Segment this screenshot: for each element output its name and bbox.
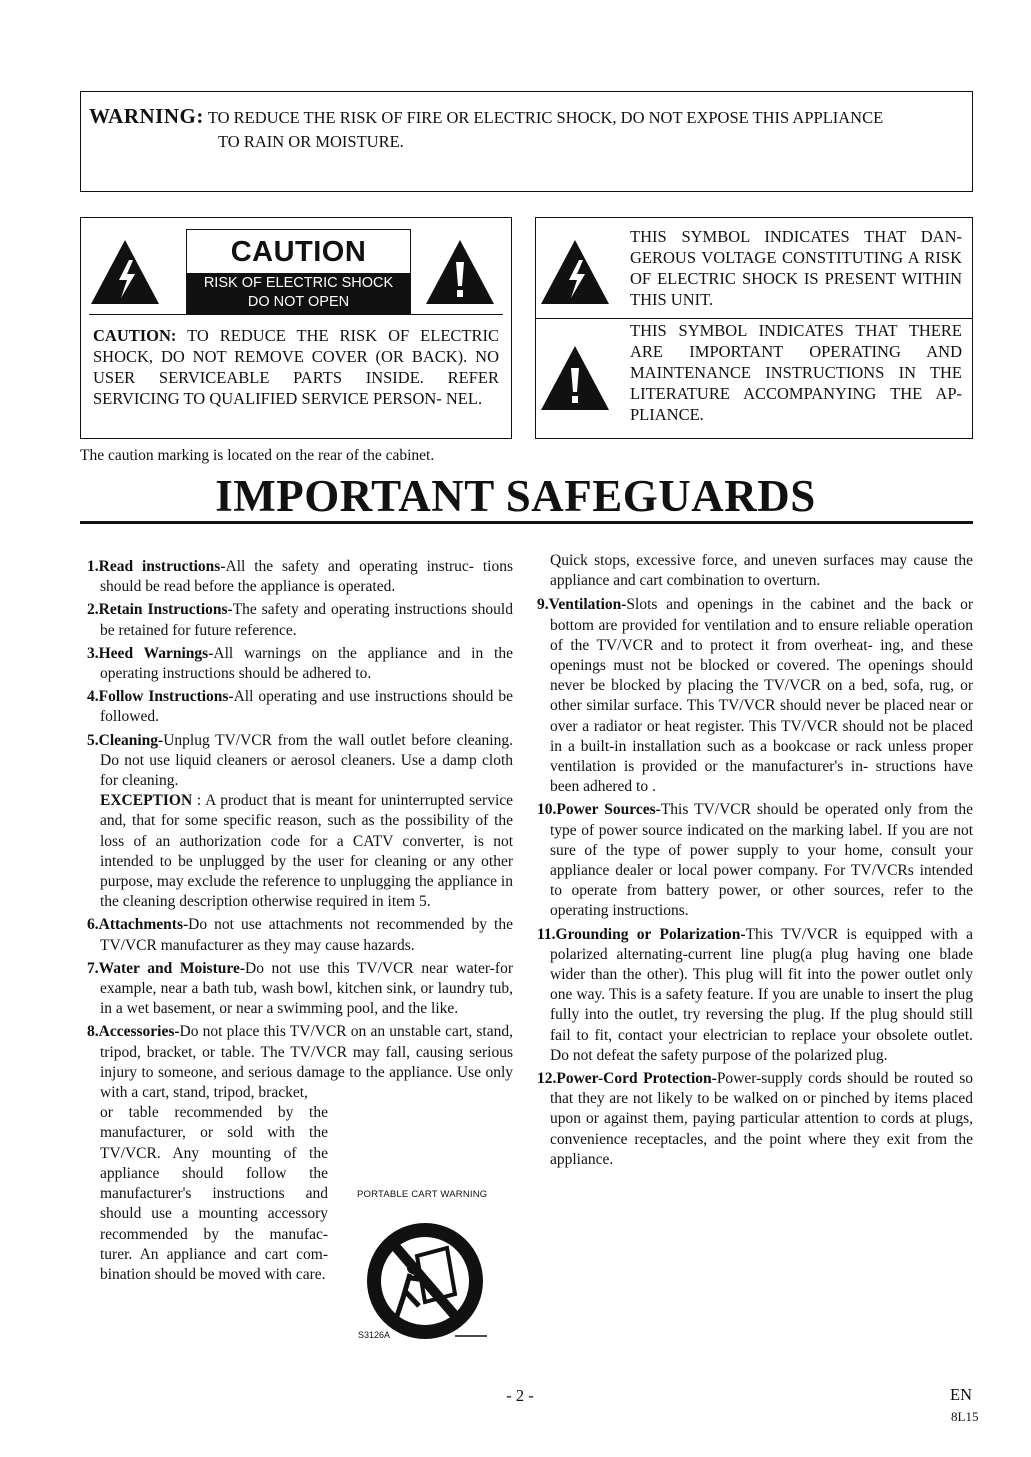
item-5 bbox=[87, 731, 513, 792]
item-3 bbox=[87, 644, 513, 684]
warning-box bbox=[80, 91, 973, 192]
caution-band-line2: DO NOT OPEN bbox=[247, 294, 350, 310]
item-7-head: 7.Water and Moisture- bbox=[87, 959, 245, 977]
caution-title: CAUTION bbox=[230, 236, 367, 268]
item-9-body: Slots and openings in the cabinet and the back or bottom are provided for ventilation and to ensure reliable operation of the TV/VCR and to protect it from overheat- ing, and these openings must not be blocked or covered. The openings should never be blocked by placing the TV/VCR on a bed, sofa, rug, or other similar surface. This TV/VCR should never be placed near or over a radiator or heat register. This TV/VCR should not be placed in a built-in installation such as a bookcase or rack unless proper ventilation is provided or the manufacturer's in- structions have been adhered to . bbox=[550, 596, 973, 796]
item-1 bbox=[87, 557, 513, 597]
title-rule bbox=[80, 521, 973, 524]
lightning-triangle-icon bbox=[89, 236, 161, 308]
language-code: EN bbox=[950, 1385, 972, 1404]
item-9-head: 9.Ventilation- bbox=[537, 596, 627, 614]
right-column bbox=[537, 551, 973, 1173]
voltage-symbol-text: THIS SYMBOL INDICATES THAT DAN- GEROUS VOLTAGE CONSTITUTING A RISK OF ELECTRIC SHOCK IS PRESENT WITHIN THIS UNIT. bbox=[630, 227, 962, 309]
page-title: IMPORTANT SAFEGUARDS bbox=[215, 471, 816, 521]
instructions-symbol-text: THIS SYMBOL INDICATES THAT THERE ARE IMPORTANT OPERATING AND MAINTENANCE INSTRUCTIONS IN THE LITERATURE ACCOMPANYING THE AP- PLIANCE. bbox=[630, 321, 962, 424]
item-2-body: The safety and operating instructions should be retained for future reference. bbox=[100, 601, 513, 639]
item-8 bbox=[87, 1022, 513, 1103]
caution-text bbox=[93, 325, 499, 409]
caution-box bbox=[80, 217, 512, 439]
warning-label: WARNING: bbox=[89, 104, 204, 128]
item-5-head: 5.Cleaning- bbox=[87, 731, 164, 749]
warning-text-line2: TO RAIN OR MOISTURE. bbox=[218, 132, 404, 151]
item-7 bbox=[87, 959, 513, 1020]
item-11-body: This TV/VCR is equipped with a polarized alternating-current line plug(a plug having one blade wider than the other). This plug will fit into the power outlet only one way. This is a safety feature. If you are unable to insert the plug fully into the outlet, try reversing the plug. If the plug should still fail to fit, contact your electrician to replace your obsolete outlet. Do not defeat the safety purpose of the polarized plug. bbox=[550, 925, 973, 1064]
item-11-head: 11.Grounding or Polarization- bbox=[537, 925, 746, 943]
item-5-body: Unplug TV/VCR from the wall outlet before cleaning. Do not use liquid cleaners or aerosol cleaners. Use a damp cloth for cleaning. bbox=[100, 731, 513, 790]
item-11 bbox=[537, 925, 973, 1066]
item-1-body: All the safety and operating instruc- tions should be read before the appliance is operated. bbox=[100, 558, 513, 596]
item-10-head: 10.Power Sources- bbox=[537, 801, 661, 819]
caution-text-body: TO REDUCE THE RISK OF ELECTRIC SHOCK, DO NOT REMOVE COVER (OR BACK). NO USER SERVICEABLE PARTS INSIDE. REFER SERVICING TO QUALIFIED SERVICE PERSON- NEL. bbox=[93, 326, 500, 408]
item-10 bbox=[537, 800, 973, 921]
caution-label-panel bbox=[186, 229, 411, 315]
item-1-head: 1.Read instructions- bbox=[87, 558, 226, 575]
model-code: 8L15 bbox=[951, 1409, 979, 1424]
item-6-body: Do not use attachments not recommended by the TV/VCR manufacturer as they may cause hazards. bbox=[100, 916, 513, 954]
symbols-box bbox=[535, 217, 973, 439]
exclamation-triangle-icon bbox=[424, 236, 496, 308]
item-3-body: All warnings on the appliance and in the operating instructions should be adhered to. bbox=[100, 644, 513, 683]
caution-divider bbox=[89, 314, 503, 315]
item-7-body: Do not use this TV/VCR near water-for example, near a bath tub, wash bowl, kitchen sink, or laundry tub, in a wet basement, or near a swimming pool, and the like. bbox=[100, 959, 513, 1018]
exception-head: EXCEPTION bbox=[100, 792, 193, 810]
caution-text-label: CAUTION: bbox=[93, 326, 177, 345]
lightning-triangle-icon bbox=[539, 236, 611, 308]
caution-location-note: The caution marking is located on the rear of the cabinet. bbox=[80, 447, 435, 464]
item-10-body: This TV/VCR should be operated only from the type of power source indicated on the marking label. If you are not sure of the type of power supply to your home, consult your appliance dealer or local power company. For TV/VCRs intended to operate from battery power, or other sources, refer to the operating instructions. bbox=[550, 801, 973, 920]
item-12-body: Power-supply cords should be routed so that they are not likely to be walked on or pinched by items placed upon or against them, paying particular attention to cords at plugs, convenience receptacles, and the point where they exit from the appliance. bbox=[550, 1070, 973, 1168]
warning-text-line1: TO REDUCE THE RISK OF FIRE OR ELECTRIC SHOCK, DO NOT EXPOSE THIS APPLIANCE bbox=[207, 108, 884, 127]
item-8-head: 8.Accessories- bbox=[87, 1023, 180, 1041]
item-9 bbox=[537, 595, 973, 797]
item-4 bbox=[87, 687, 513, 727]
item-4-body: All operating and use instructions should be followed. bbox=[100, 688, 513, 726]
cart-warning-label: PORTABLE CART WARNING bbox=[357, 1189, 488, 1200]
item-12 bbox=[537, 1069, 973, 1170]
left-column bbox=[87, 557, 513, 1285]
item-6 bbox=[87, 915, 513, 955]
item-8-continued: or table recommended by the manufacturer, or sold with the TV/VCR. Any mounting of the appliance should follow the manufacturer's instructions and should use a mounting accessory recommended by the manufac- turer. An appliance and cart com- bination should be moved with care. bbox=[100, 1104, 328, 1283]
item-5-exception bbox=[87, 791, 513, 912]
caution-band bbox=[187, 273, 410, 314]
symbols-divider bbox=[536, 318, 972, 319]
item-6-head: 6.Attachments- bbox=[87, 916, 189, 934]
item-2-head: 2.Retain Instructions- bbox=[87, 601, 233, 619]
caution-band-line1: RISK OF ELECTRIC SHOCK bbox=[203, 275, 394, 291]
item-8-body: Do not place this TV/VCR on an unstable cart, stand, tripod, bracket, or table. The TV/VCR may fall, causing serious injury to someone, and serious damage to the appliance. Use only with a cart, stand, tripod, bracket, bbox=[100, 1023, 513, 1102]
exclamation-triangle-icon bbox=[539, 342, 611, 414]
item-3-head: 3.Heed Warnings- bbox=[87, 644, 214, 662]
item-8-right-continued: Quick stops, excessive force, and uneven surfaces may cause the appliance and cart combination to overturn. bbox=[550, 552, 973, 590]
item-4-head: 4.Follow Instructions- bbox=[87, 688, 234, 706]
item-2 bbox=[87, 600, 513, 640]
exception-body: : A product that is meant for uninterrupted service and, that for some specific reason, such as the possibility of the loss of an authorization code for a CATV converter, is not intended to be unplugged by the user for cleaning or any other purpose, may exclude the reference to unplugging the appliance in the cleaning description otherwise required in item 5. bbox=[100, 792, 514, 911]
cart-warning-code: S3126A bbox=[358, 1330, 391, 1340]
item-12-head: 12.Power-Cord Protection- bbox=[537, 1070, 717, 1088]
page-number: - 2 - bbox=[506, 1386, 534, 1405]
